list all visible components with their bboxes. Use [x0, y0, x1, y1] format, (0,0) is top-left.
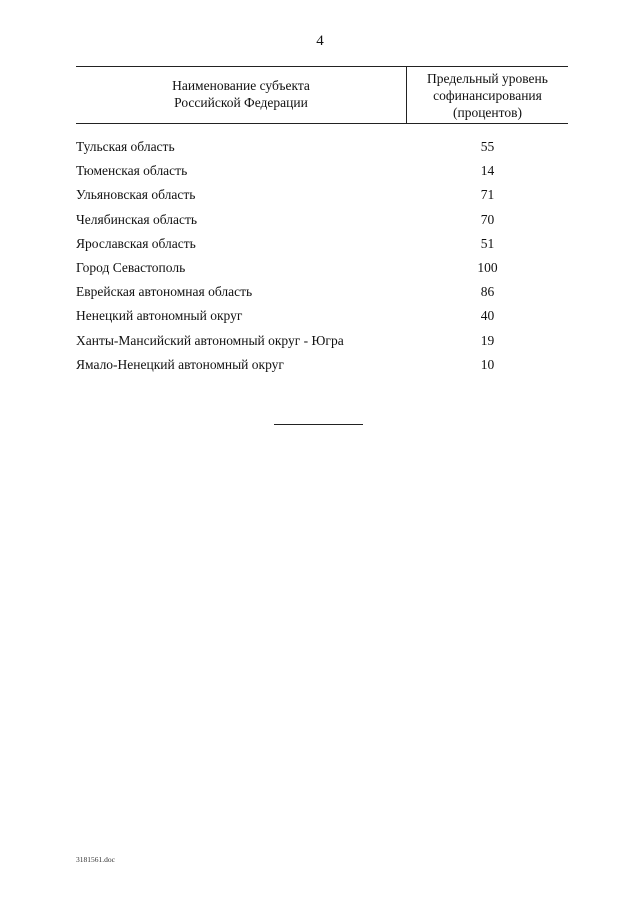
header-level-column — [407, 70, 568, 121]
row-cofinancing-value: 55 — [480, 139, 495, 154]
table-row — [76, 283, 568, 307]
row-subject-name: Ненецкий автономный округ — [76, 308, 243, 324]
row-subject-name: Тюменская область — [76, 163, 188, 179]
row-cofinancing-value: 10 — [480, 356, 495, 372]
table-row — [76, 259, 568, 283]
row-subject-name: Ульяновская область — [76, 187, 196, 203]
row-cofinancing-value: 86 — [480, 284, 495, 300]
row-subject-name: Челябинская область — [76, 211, 198, 227]
row-cofinancing-value: 71 — [480, 187, 495, 203]
header-subject-line-2: Российской Федерации — [174, 95, 308, 110]
row-subject-name: Еврейская автономная область — [76, 284, 253, 300]
table-row — [76, 307, 568, 331]
row-subject-name: Ярославская область — [76, 235, 196, 251]
row-cofinancing-value: 19 — [480, 332, 495, 348]
row-cofinancing-value: 40 — [480, 308, 495, 324]
table-body — [76, 138, 568, 380]
header-level-line-3: (процентов) — [452, 105, 522, 120]
table-row — [76, 162, 568, 186]
table-row — [76, 235, 568, 259]
header-subject-line-1: Наименование субъекта — [172, 78, 310, 93]
row-cofinancing-value: 70 — [480, 211, 495, 227]
table-row — [76, 186, 568, 210]
row-cofinancing-value: 14 — [480, 163, 495, 179]
table-header — [76, 66, 568, 124]
document-end-line — [274, 424, 363, 425]
table-row — [76, 138, 568, 162]
table-row — [76, 211, 568, 235]
table-row — [76, 356, 568, 380]
document-file-code: 3181561.doc — [76, 855, 115, 864]
row-subject-name: Тульская область — [76, 139, 175, 154]
page-number: 4 — [316, 33, 324, 49]
header-subject-column — [76, 77, 406, 111]
row-cofinancing-value: 100 — [477, 259, 498, 275]
header-level-line-2: софинансирования — [433, 88, 542, 103]
cofinancing-table — [76, 66, 568, 372]
row-subject-name: Город Севастополь — [76, 259, 186, 275]
row-subject-name: Ямало-Ненецкий автономный округ — [76, 356, 284, 372]
row-subject-name: Ханты-Мансийский автономный округ - Югра — [76, 332, 344, 348]
header-level-line-1: Предельный уровень — [427, 71, 548, 86]
row-cofinancing-value: 51 — [480, 235, 495, 251]
table-row — [76, 332, 568, 356]
